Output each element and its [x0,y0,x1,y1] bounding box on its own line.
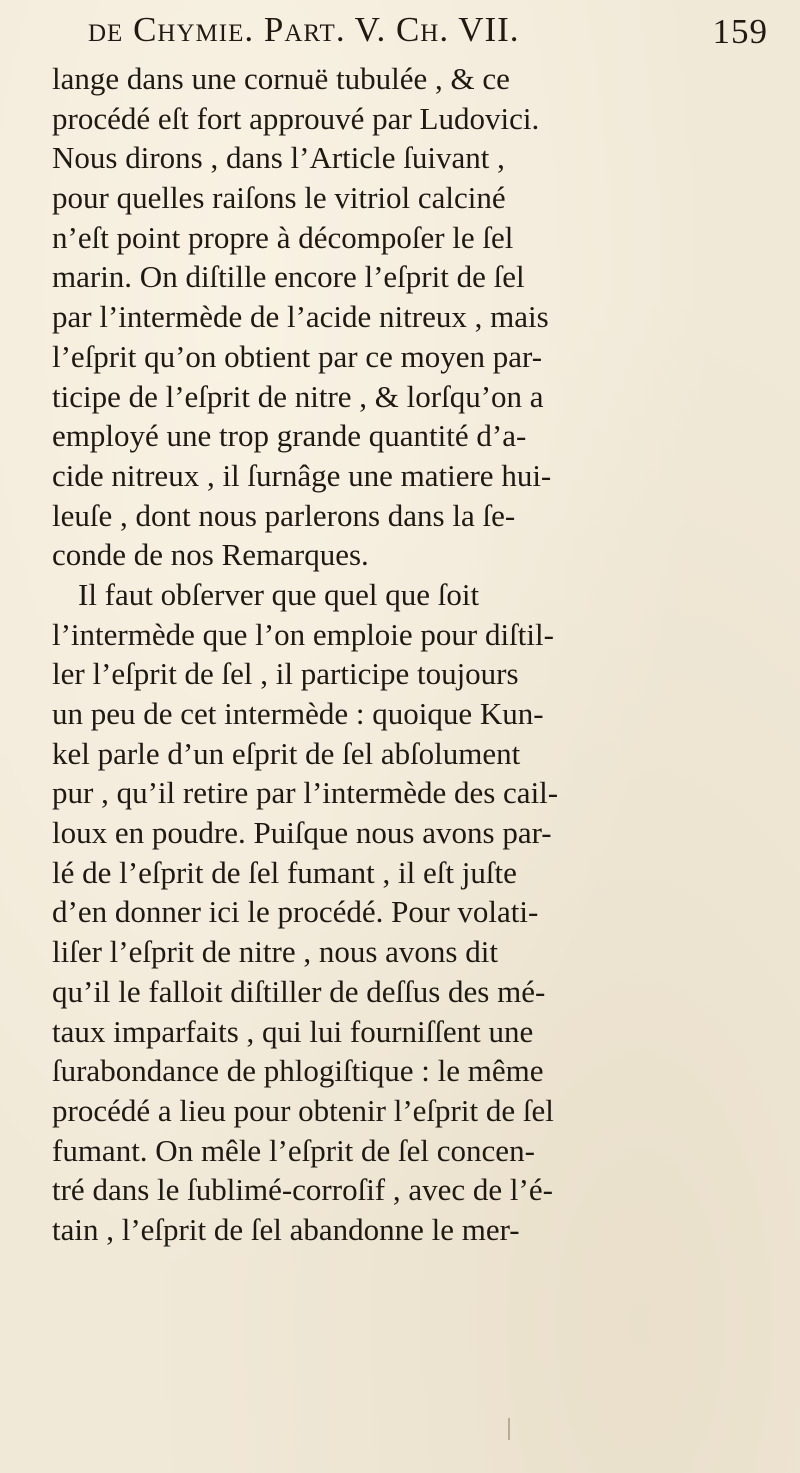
text-line: fumant. On mêle l’eſprit de ſel concen- [52,1132,535,1168]
text-line: lé de l’eſprit de ſel fumant , il eſt juſte [52,854,517,890]
running-head [88,10,768,50]
body-text [52,59,772,1250]
text-line: qu’il le falloit diſtiller de deſſus des mé- [52,973,546,1009]
text-line: n’eſt point propre à décompoſer le ſel [52,219,514,255]
text-line: liſer l’eſprit de nitre , nous avons dit [52,934,498,970]
text-line: un peu de cet intermède : quoique Kun- [52,696,544,731]
text-line: loux en poudre. Puiſque nous avons par- [52,815,552,851]
text-line: ler l’eſprit de ſel , il participe toujours [52,656,519,692]
text-line: conde de nos Remarques. [52,537,369,573]
text-line: ticipe de l’eſprit de nitre , & lorſqu’on a [52,378,544,414]
text-line: tain , l’eſprit de ſel abandonne le mer- [52,1211,520,1247]
text-line: par l’intermède de l’acide nitreux , mais [52,299,549,335]
text-line: employé une trop grande quantité d’a- [52,418,527,454]
text-line: leuſe , dont nous parlerons dans la ſe- [52,497,516,533]
text-line: pur , qu’il retire par l’intermède des cail- [52,775,559,811]
page-number: 159 [712,12,768,51]
paragraph-start-line: Il faut obſerver que quel que ſoit [78,576,480,612]
text-line: procédé a lieu pour obtenir l’eſprit de ſel [52,1092,554,1128]
text-line: marin. On diſtille encore l’eſprit de ſel [52,259,525,295]
page-mark [508,1418,510,1440]
text-line: lange dans une cornuë tubulée , & ce [52,61,510,96]
text-line: pour quelles raiſons le vitriol calciné [52,180,506,216]
text-line: kel parle d’un eſprit de ſel abſolument [52,735,521,771]
text-line: procédé eſt fort approuvé par Ludovici. [52,100,540,136]
text-line: cide nitreux , il ſurnâge une matiere hui- [52,457,552,493]
text-line: l’eſprit qu’on obtient par ce moyen par- [52,338,543,374]
text-line: d’en donner ici le procédé. Pour volati- [52,894,539,930]
text-line: ſurabondance de phlogiſtique : le même [52,1053,544,1089]
text-line: taux imparfaits , qui lui fourniſſent une [52,1013,534,1049]
text-line: l’intermède que l’on emploie pour diſtil- [52,616,554,652]
text-line: Nous dirons , dans l’Article ſuivant , [52,140,505,176]
text-line: tré dans le ſublimé-corroſif , avec de l’é- [52,1172,553,1208]
running-head-title: de Chymie. Part. V. Ch. VII. [88,10,520,49]
